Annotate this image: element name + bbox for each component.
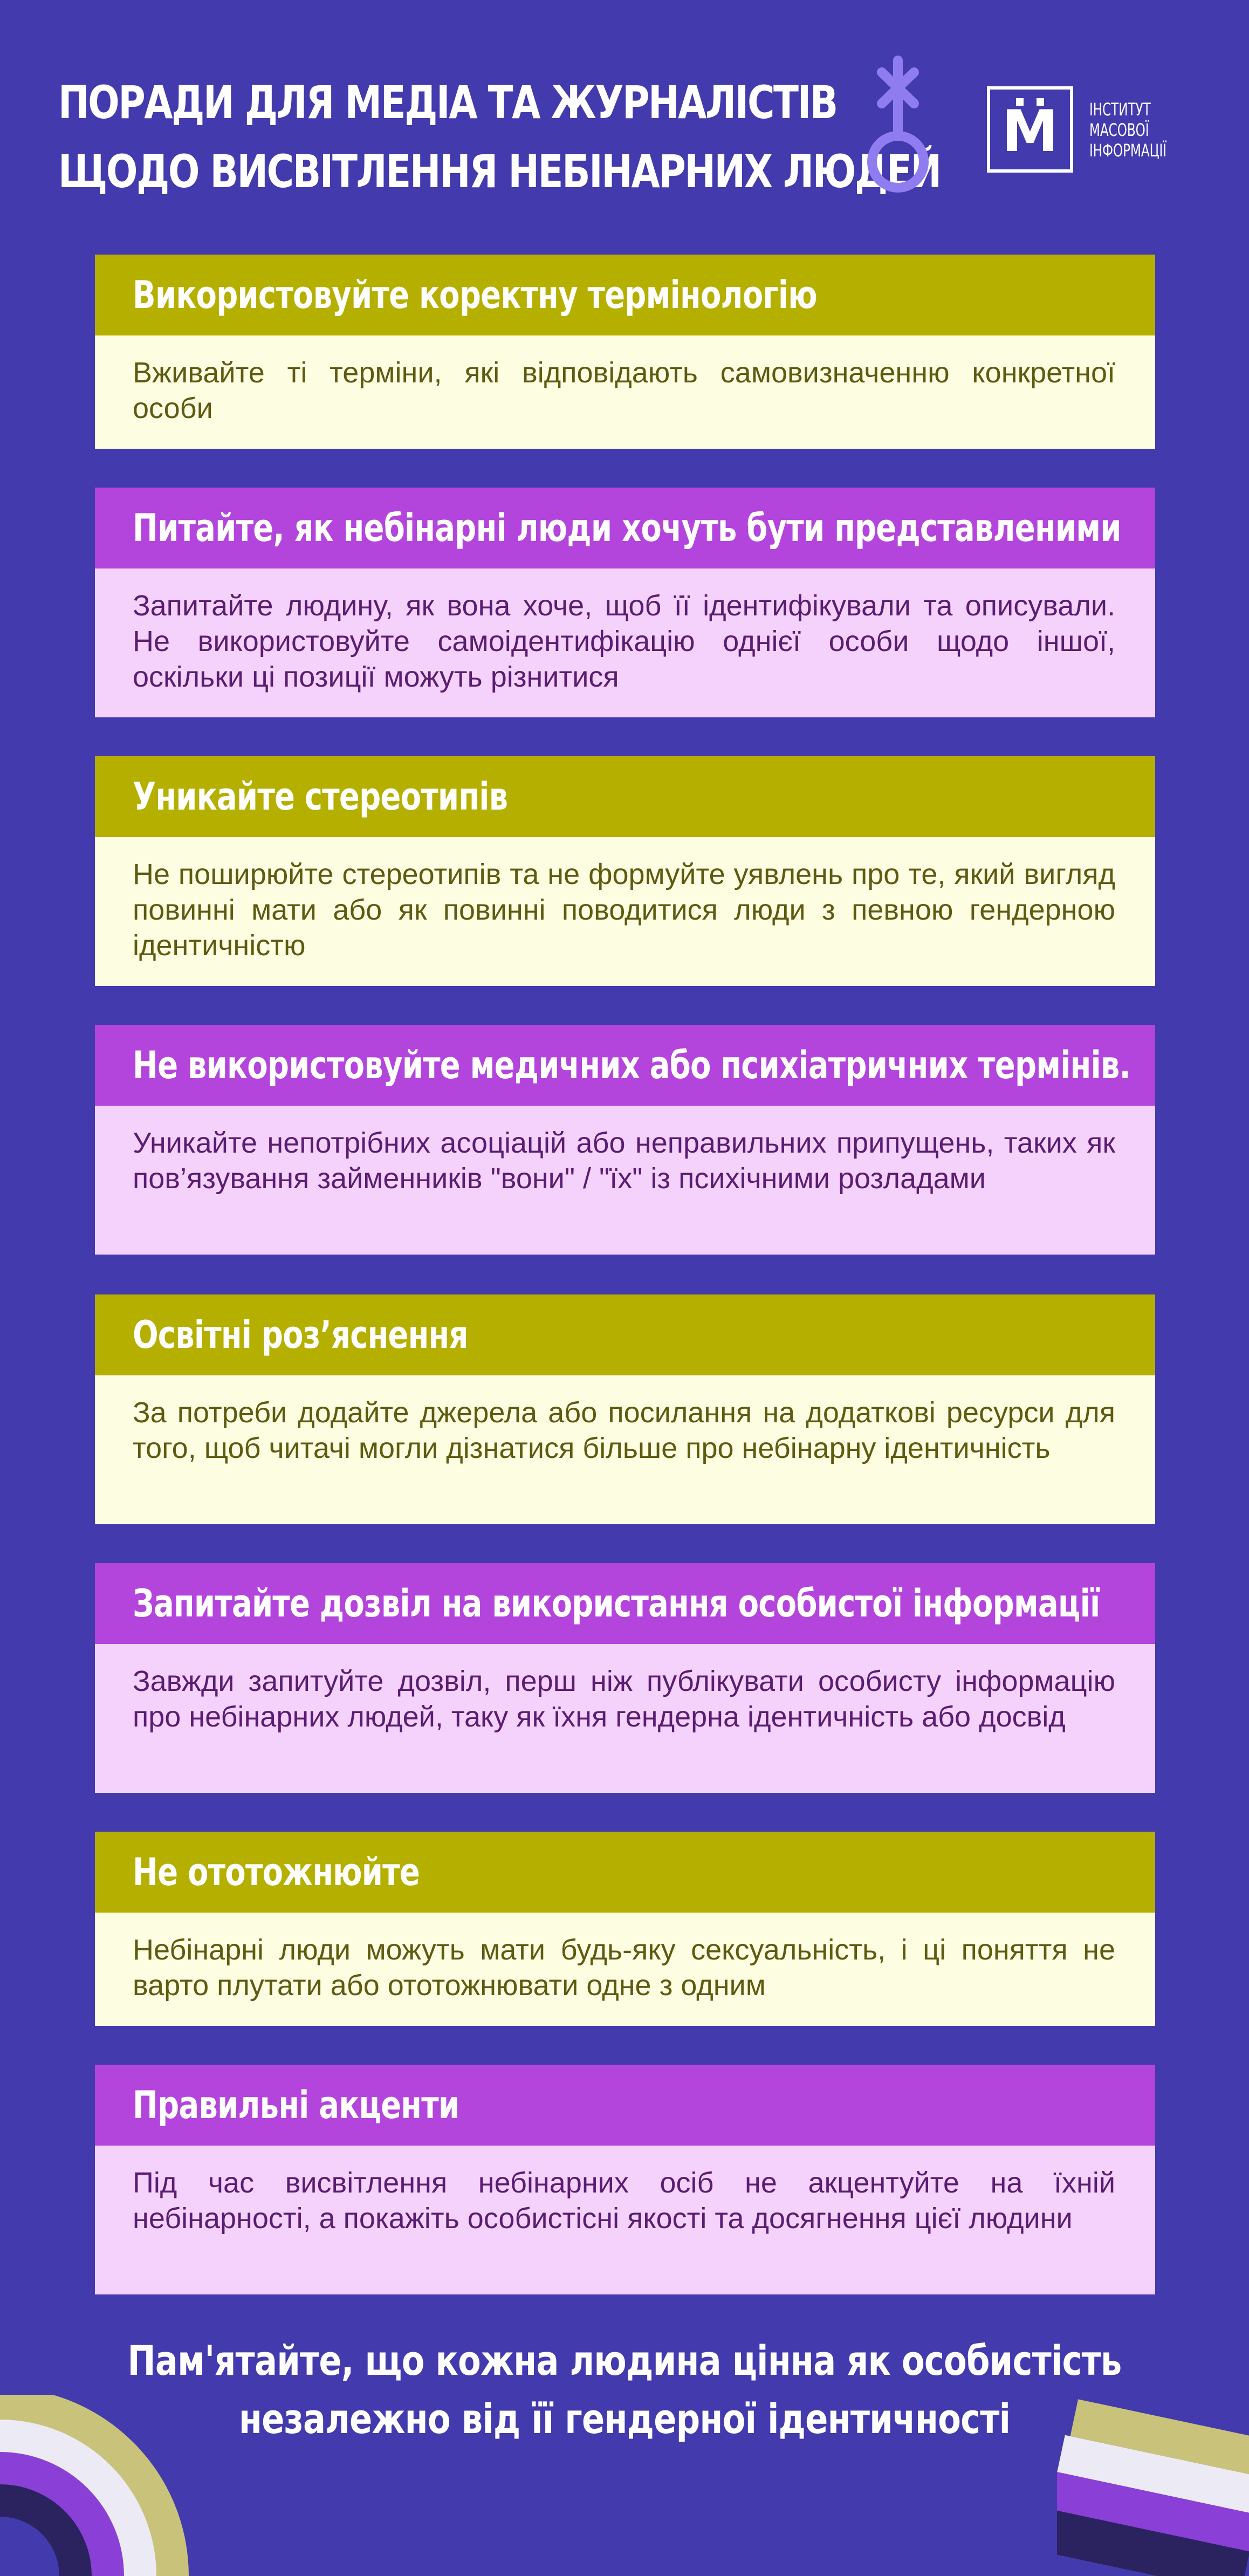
tip-card-header (95, 1832, 1155, 1913)
tip-card-text: Небінарні люди можуть мати будь-яку сексуальність, і ці поняття не варто плутати або ототожнювати одне з одним (133, 1934, 1115, 2002)
logo-text-line-2: МАСОВОЇ (1089, 120, 1149, 140)
tip-card-title: Правильні акценти (133, 2083, 459, 2127)
tip-card (95, 255, 1155, 449)
tip-card-title: Уникайте стереотипів (133, 775, 508, 819)
nonbinary-flag-stripes-decoration (1057, 2395, 1249, 2576)
tip-card-title: Використовуйте коректну термінологію (133, 273, 817, 317)
footer-message-line-2: незалежно від її гендерної ідентичності (238, 2395, 1011, 2443)
tip-card-text: Уникайте непотрібних асоціацій або неправильних припущень, таких як пов’язування займенників "вони" / "їх" із психічними розладами (133, 1127, 1115, 1195)
tip-card (95, 488, 1155, 717)
tip-card-body (95, 1106, 1155, 1255)
logo-text-line-3: ІНФОРМАЦІЇ (1089, 140, 1167, 161)
tip-card (95, 756, 1155, 986)
logo-mark (987, 86, 1073, 173)
tip-card-title: Запитайте дозвіл на використання особистої інформації (133, 1581, 1100, 1626)
tip-card (95, 1832, 1155, 2026)
tip-card-header (95, 1025, 1155, 1106)
tip-card (95, 1025, 1155, 1255)
tip-card-body (95, 1644, 1155, 1793)
tip-card-text: Запитайте людину, як вона хоче, щоб її ідентифікували та описували. Не використовуйте самоідентифікацію однієї особи щодо іншої, оскільки ці позиції можуть різнитися (133, 590, 1115, 693)
logo-text (1089, 99, 1166, 161)
tip-card-header (95, 255, 1155, 335)
tip-card-text: Вживайте ті терміни, які відповідають самовизначенню конкретної особи (133, 357, 1115, 424)
tip-card-title: Питайте, як небінарні люди хочуть бути представленими (133, 506, 1121, 550)
tip-card-title: Не ототожнюйте (133, 1850, 420, 1894)
tip-card-title: Освітні роз’яснення (133, 1313, 468, 1357)
tip-card (95, 1563, 1155, 1793)
nonbinary-flag-arcs-decoration (0, 2395, 205, 2576)
institute-logo (987, 86, 1203, 179)
tip-card-text: Під час висвітлення небінарних осіб не акцентуйте на їхній небінарності, а покажіть особистісні якості та досягнення цієї людини (133, 2167, 1115, 2235)
tip-card-text: Завжди запитуйте дозвіл, перш ніж публікувати особисту інформацію про небінарних людей, таку як їхня гендерна ідентичність або досвід (133, 1665, 1115, 1733)
tip-card-body (95, 568, 1155, 717)
tip-card-header (95, 2065, 1155, 2146)
logo-text-line-1: ІНСТИТУТ (1089, 99, 1151, 120)
tip-card-body (95, 335, 1155, 449)
tip-card-header (95, 1294, 1155, 1375)
tip-card-body (95, 1375, 1155, 1524)
tip-card-body (95, 2146, 1155, 2294)
tip-card-body (95, 837, 1155, 986)
tip-card-body (95, 1913, 1155, 2026)
nonbinary-symbol-icon (863, 54, 933, 200)
footer-message-line-1: Пам'ятайте, що кожна людина цінна як особистість (127, 2337, 1122, 2385)
page-title-line-1: ПОРАДИ ДЛЯ МЕДІА ТА ЖУРНАЛІСТІВ (58, 76, 837, 129)
logo-letter: М (1001, 98, 1059, 165)
tip-card (95, 1294, 1155, 1524)
tip-card (95, 2065, 1155, 2294)
tip-card-header (95, 1563, 1155, 1644)
tip-card-header (95, 488, 1155, 568)
tip-card-text: За потреби додайте джерела або посилання на додаткові ресурси для того, щоб читачі могли дізнатися більше про небінарну ідентичність (133, 1396, 1115, 1464)
page-title-line-2: ЩОДО ВИСВІТЛЕННЯ НЕБІНАРНИХ ЛЮДЕЙ (58, 145, 941, 198)
tip-card-text: Не поширюйте стереотипів та не формуйте уявлень про те, який вигляд повинні мати або як повинні поводитися люди з певною гендерною ідентичністю (133, 858, 1115, 962)
tip-card-header (95, 756, 1155, 837)
tip-card-title: Не використовуйте медичних або психіатричних термінів. (133, 1043, 1131, 1087)
